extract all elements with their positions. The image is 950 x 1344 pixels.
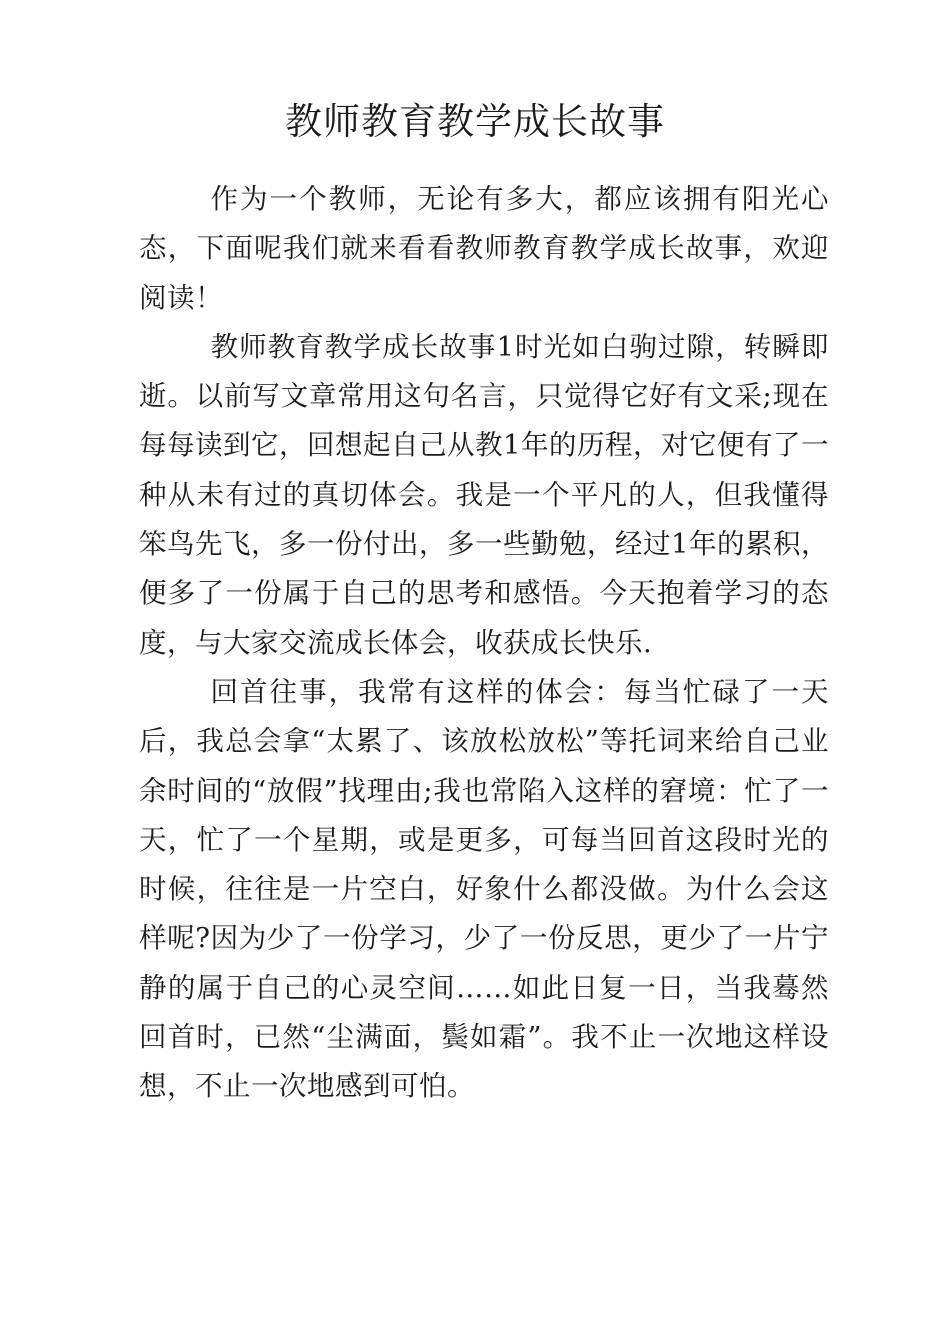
document-title: 教师教育教学成长故事 <box>285 100 665 143</box>
document-body <box>139 175 829 1112</box>
paragraph-story-1: 教师教育教学成长故事1时光如白驹过隙，转瞬即逝。以前写文章常用这句名言，只觉得它好有文采;现在每每读到它，回想起自己从教1年的历程，对它便有了一种从未有过的真切体会。我是一个平凡的人，但我懂得笨鸟先飞，多一份付出，多一些勤勉，经过1年的累积，便多了一份属于自己的思考和感悟。今天抱着学习的态度，与大家交流成长体会，收获成长快乐. <box>139 330 829 659</box>
paragraph-reflection: 回首往事，我常有这样的体会：每当忙碌了一天后，我总会拿“太累了、该放松放松”等托词来给自己业余时间的“放假”找理由;我也常陷入这样的窘境：忙了一天，忙了一个星期，或是更多，可每当回首这段时光的时候，往往是一片空白，好象什么都没做。为什么会这样呢?因为少了一份学习，少了一份反思，更少了一片宁静的属于自己的心灵空间……如此日复一日，当我蓦然回首时，已然“尘满面，鬓如霜”。我不止一次地这样设想，不止一次地感到可怕。 <box>139 675 829 1103</box>
paragraph-intro: 作为一个教师，无论有多大，都应该拥有阳光心态，下面呢我们就来看看教师教育教学成长故事，欢迎阅读！ <box>139 183 829 314</box>
